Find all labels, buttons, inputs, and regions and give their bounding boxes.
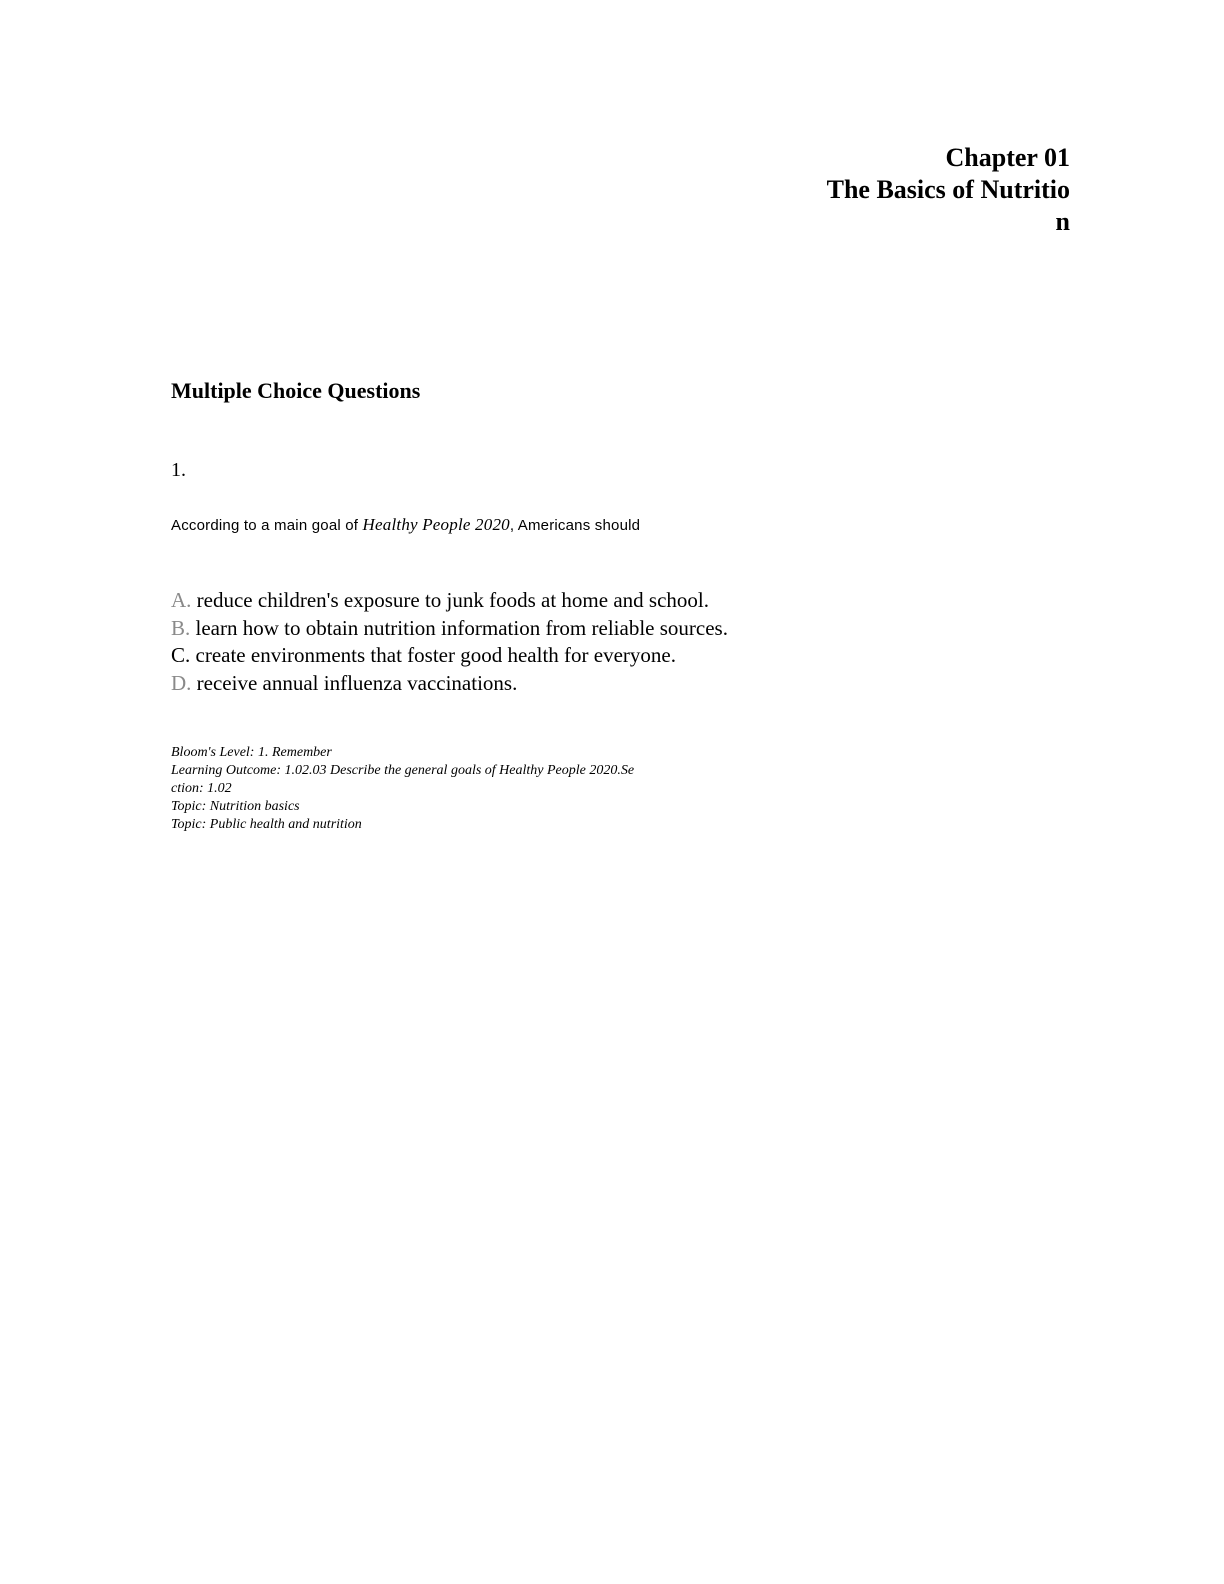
question-stem-prefix: According to a main goal of (171, 517, 363, 534)
chapter-title-line1: The Basics of Nutritio (826, 175, 1070, 204)
choice-a (171, 587, 728, 615)
question-stem-italic: Healthy People 2020 (362, 515, 510, 534)
chapter-heading (827, 142, 1070, 238)
answer-choices (171, 587, 728, 697)
topic-1: Topic: Nutrition basics (171, 799, 300, 814)
choice-letter: A. (171, 588, 192, 612)
choice-text: receive annual influenza vaccinations. (191, 670, 518, 695)
choice-letter: C. (171, 643, 191, 667)
chapter-title-line2: n (1055, 207, 1070, 236)
choice-letter: B. (171, 615, 191, 640)
choice-text: create environments that foster good health for everyone. (190, 643, 676, 667)
choice-d (171, 670, 728, 698)
learning-outcome-line2: ction: 1.02 (171, 781, 232, 796)
blooms-level: Bloom's Level: 1. Remember (171, 745, 332, 760)
chapter-number: Chapter 01 (945, 143, 1070, 172)
topic-2: Topic: Public health and nutrition (171, 817, 362, 832)
question-metadata (171, 744, 634, 834)
section-title: Multiple Choice Questions (171, 378, 421, 403)
question-number: 1. (171, 459, 186, 481)
choice-text: reduce children's exposure to junk foods at home and school. (191, 588, 709, 612)
choice-c (171, 642, 728, 670)
question-stem (171, 515, 640, 536)
choice-letter: D. (171, 670, 192, 695)
choice-b (171, 615, 728, 643)
learning-outcome-line1: Learning Outcome: 1.02.03 Describe the general goals of Healthy People 2020.Se (171, 763, 635, 778)
choice-text: learn how to obtain nutrition information from reliable sources. (190, 615, 728, 640)
question-stem-suffix: , Americans should (509, 517, 641, 534)
